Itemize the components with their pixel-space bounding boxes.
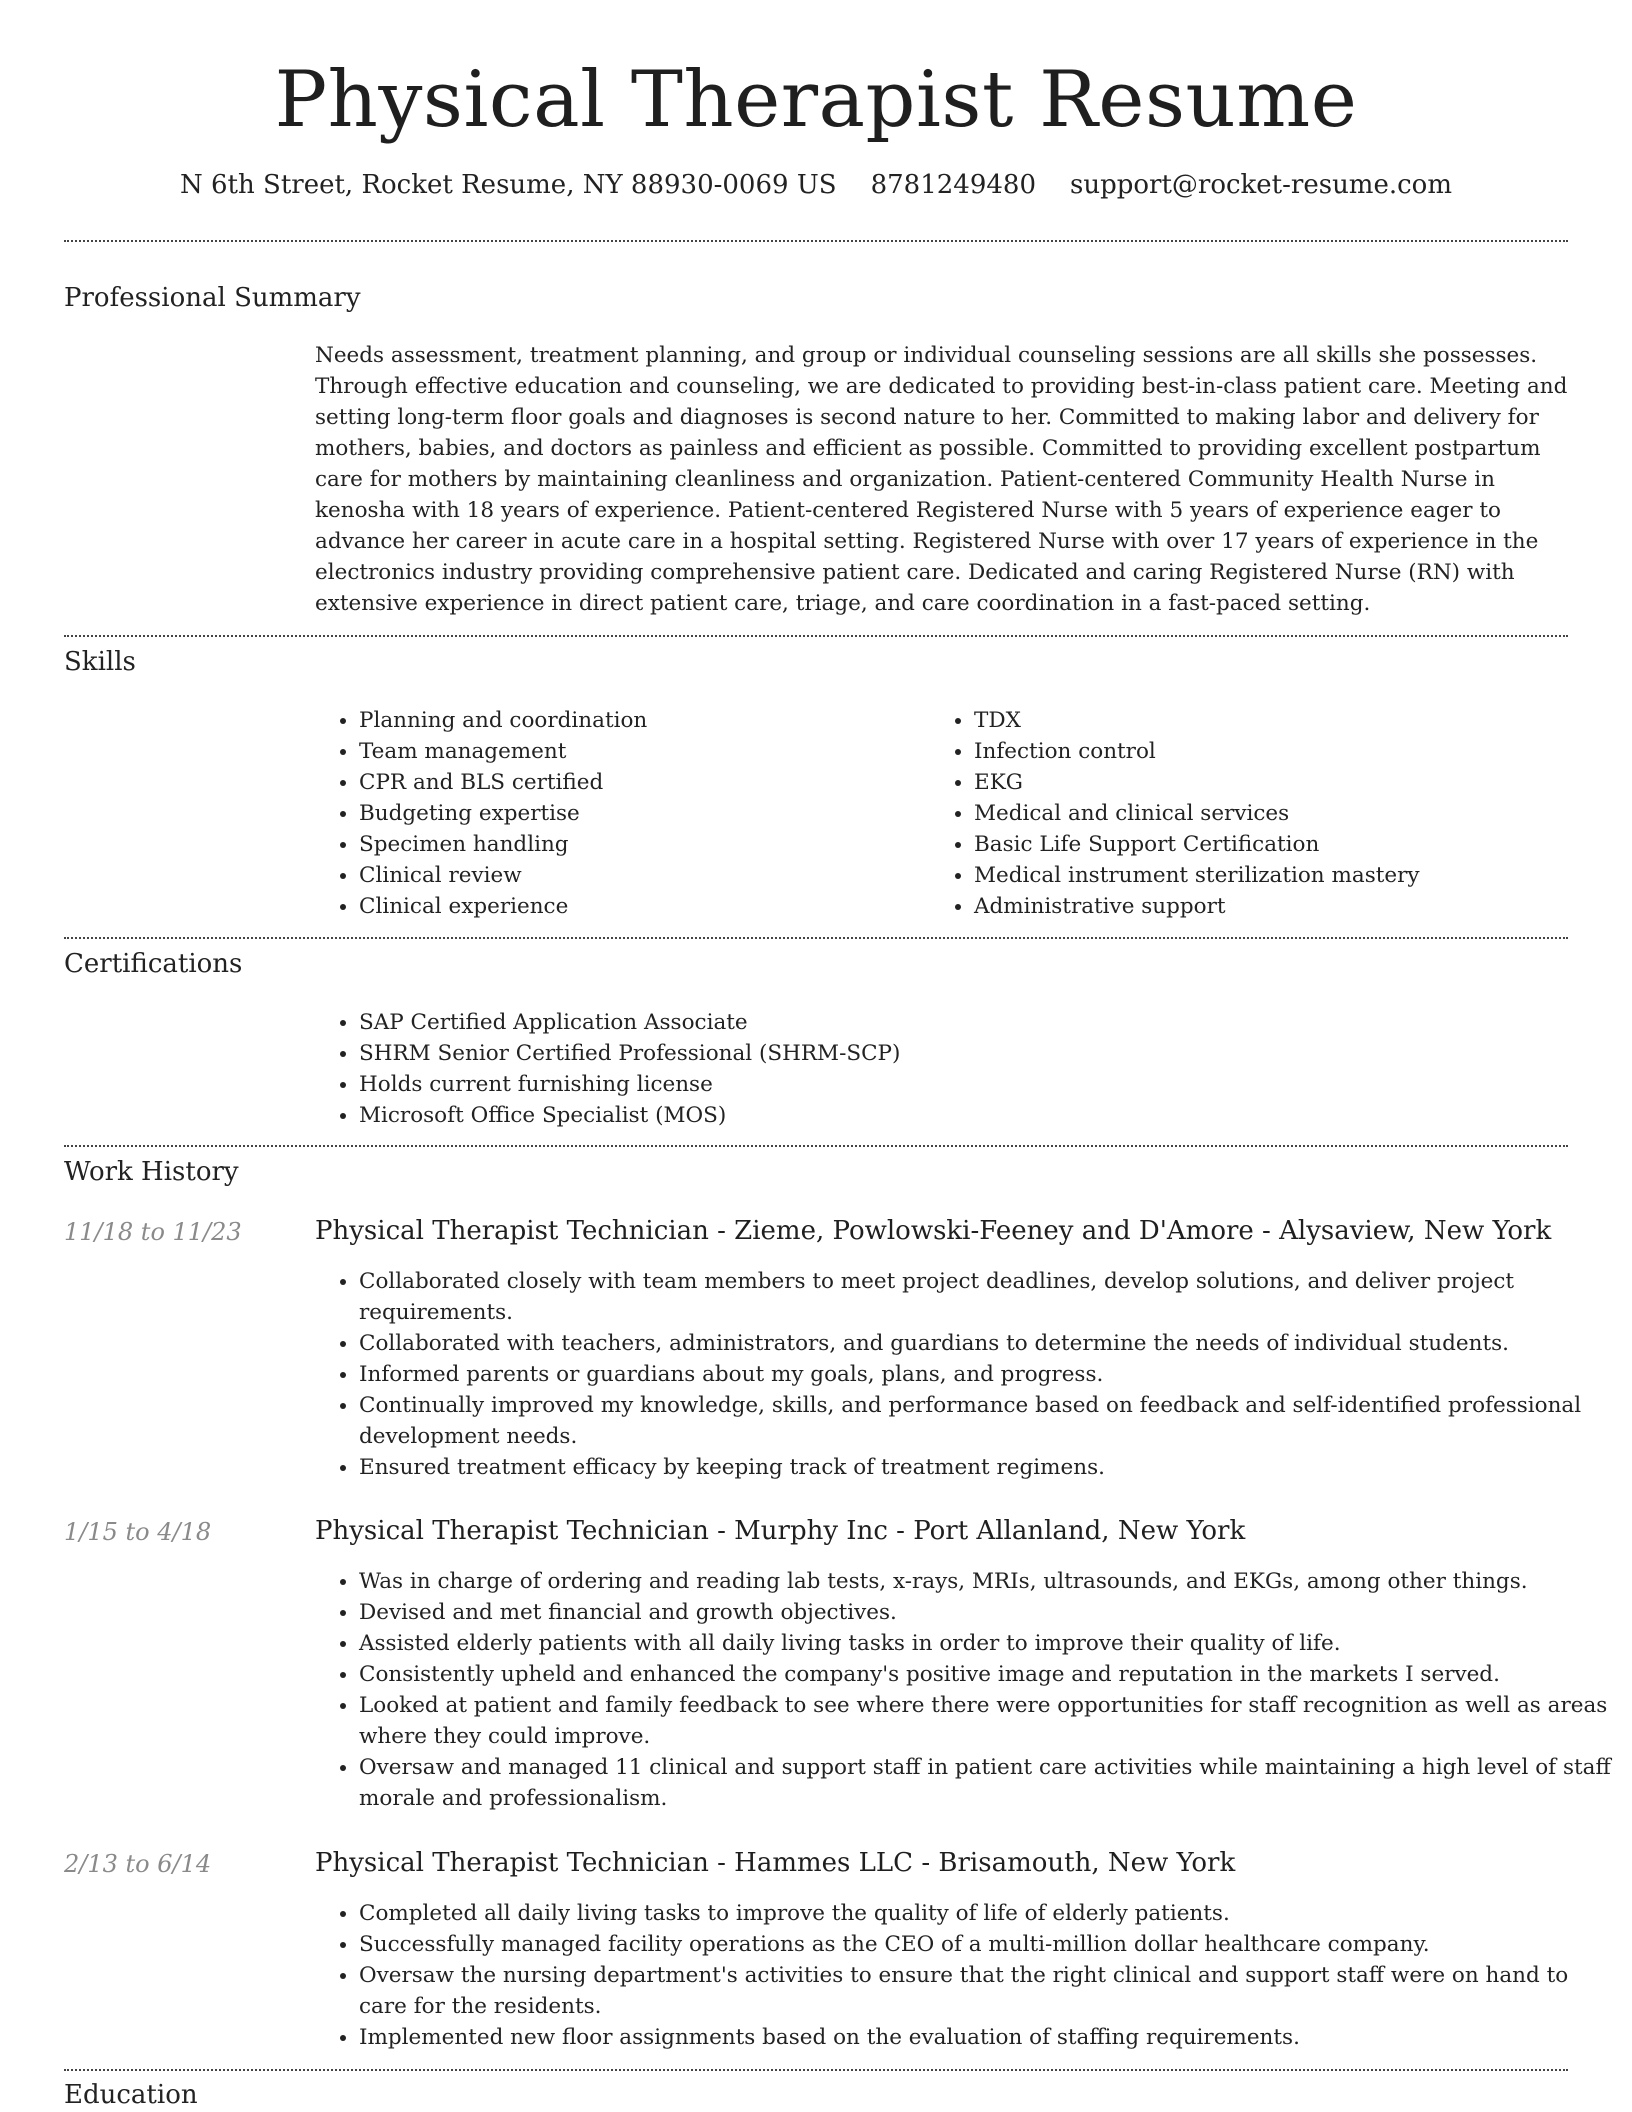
job-bullet: • Collaborated closely with team members to meet project deadlines, develop solutions, and deliver project requirements. [359,1266,1612,1328]
contact-line [0,170,1632,200]
job-bullets [315,1898,1612,2053]
section-divider [64,1145,1568,1147]
skills-list-right [930,705,1612,922]
job-title: Physical Therapist Technician - Zieme, Powlowski-Feeney and D'Amore - Alysaview, New York [315,1216,1552,1246]
skill-item: • Infection control [974,736,1612,767]
job-bullets [315,1566,1612,1814]
section-divider [64,635,1568,637]
certification-item: • Microsoft Office Specialist (MOS) [359,1100,900,1131]
section-divider [64,240,1568,242]
section-divider [64,937,1568,939]
certification-item: • Holds current furnishing license [359,1069,900,1100]
contact-address: N 6th Street, Rocket Resume, NY 88930-0069 US [180,170,837,200]
section-divider [64,2069,1568,2071]
job-bullet: • Oversaw the nursing department's activities to ensure that the right clinical and support staff were on hand to care for the residents. [359,1960,1612,2022]
job-dates: 2/13 to 6/14 [64,1850,212,1878]
skill-item: • Team management [359,736,959,767]
skill-item: • Planning and coordination [359,705,959,736]
job-title: Physical Therapist Technician - Hammes LLC - Brisamouth, New York [315,1848,1236,1878]
job-dates: 1/15 to 4/18 [64,1518,212,1546]
job-bullet: • Collaborated with teachers, administrators, and guardians to determine the needs of individual students. [359,1328,1612,1359]
job-bullet: • Informed parents or guardians about my goals, plans, and progress. [359,1359,1612,1390]
skill-item: • Clinical review [359,860,959,891]
contact-phone: 8781249480 [870,170,1036,200]
certification-item: • SHRM Senior Certified Professional (SHRM-SCP) [359,1038,900,1069]
certification-item: • SAP Certified Application Associate [359,1007,900,1038]
skills-heading: Skills [64,647,136,677]
summary-heading: Professional Summary [64,283,361,313]
job-bullet: • Devised and met financial and growth objectives. [359,1597,1612,1628]
skill-item: • EKG [974,767,1612,798]
skill-item: • Basic Life Support Certification [974,829,1612,860]
job-bullet: • Oversaw and managed 11 clinical and support staff in patient care activities while maintaining a high level of staff morale and professionalism. [359,1752,1612,1814]
summary-text: Needs assessment, treatment planning, and group or individual counseling sessions are all skills she possesses. Through effective education and counseling, we are dedicated to providing best-in-class patient care. Meeting and setting long-term floor goals and diagnoses is second nature to her. Committed to making labor and delivery for mothers, babies, and doctors as painless and efficient as possible. Committed to providing excellent postpartum care for mothers by maintaining cleanliness and organization. Patient-centered Community Health Nurse in kenosha with 18 years of experience. Patient-centered Registered Nurse with 5 years of experience eager to advance her career in acute care in a hospital setting. Registered Nurse with over 17 years of experience in the electronics industry providing comprehensive patient care. Dedicated and caring Registered Nurse (RN) with extensive experience in direct patient care, triage, and care coordination in a fast-paced setting. [315,343,1568,616]
certifications-list [315,1007,900,1131]
job-bullet: • Was in charge of ordering and reading lab tests, x-rays, MRIs, ultrasounds, and EKGs, among other things. [359,1566,1612,1597]
job-dates: 11/18 to 11/23 [64,1218,242,1246]
skill-item: • TDX [974,705,1612,736]
skill-item: • Specimen handling [359,829,959,860]
job-bullet: • Completed all daily living tasks to improve the quality of life of elderly patients. [359,1898,1612,1929]
job-bullet: • Consistently upheld and enhanced the company's positive image and reputation in the markets I served. [359,1659,1612,1690]
skill-item: • CPR and BLS certified [359,767,959,798]
contact-email: support@rocket-resume.com [1069,170,1452,200]
skill-item: • Clinical experience [359,891,959,922]
job-title: Physical Therapist Technician - Murphy Inc - Port Allanland, New York [315,1516,1246,1546]
skill-item: • Medical and clinical services [974,798,1612,829]
education-heading: Education [64,2080,198,2110]
job-bullets [315,1266,1612,1483]
job-bullet: • Assisted elderly patients with all daily living tasks in order to improve their quality of life. [359,1628,1612,1659]
work-history-heading: Work History [64,1157,239,1187]
job-bullet: • Ensured treatment efficacy by keeping track of treatment regimens. [359,1452,1612,1483]
skill-item: • Budgeting expertise [359,798,959,829]
job-bullet: • Successfully managed facility operations as the CEO of a multi-million dollar healthcare company. [359,1929,1612,1960]
skill-item: • Administrative support [974,891,1612,922]
job-bullet: • Continually improved my knowledge, skills, and performance based on feedback and self-identified professional development needs. [359,1390,1612,1452]
job-bullet: • Looked at patient and family feedback to see where there were opportunities for staff recognition as well as areas where they could improve. [359,1690,1612,1752]
certifications-heading: Certifications [64,949,243,979]
resume-name: Physical Therapist Resume [274,55,1358,145]
skills-list-left [315,705,959,922]
skill-item: • Medical instrument sterilization mastery [974,860,1612,891]
job-bullet: • Implemented new floor assignments based on the evaluation of staffing requirements. [359,2022,1612,2053]
